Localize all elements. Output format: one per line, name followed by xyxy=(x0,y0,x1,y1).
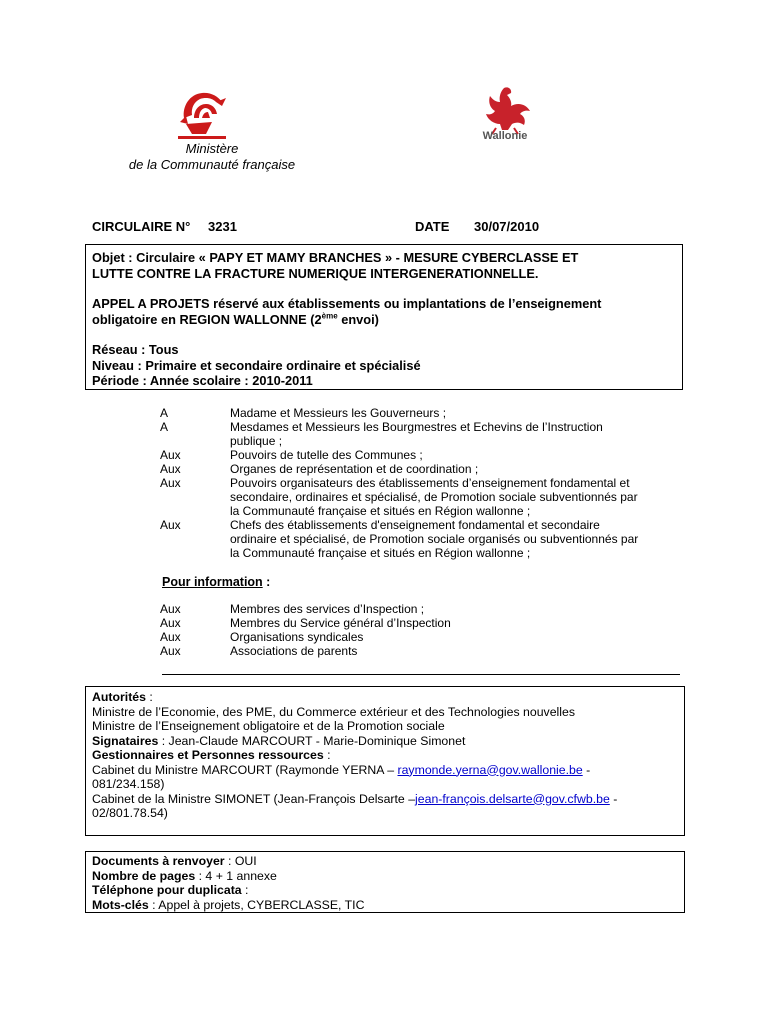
mots-cles: Mots-clés : Appel à projets, CYBERCLASSE, TIC xyxy=(92,897,365,912)
information-prefix: Aux xyxy=(160,630,181,644)
information-prefix: Aux xyxy=(160,616,181,630)
destinataire-line: la Communauté française et situés en Région wallonne ; xyxy=(230,546,531,560)
destinataire-line: secondaire, ordinaires et spécialisé, de Promotion sociale subventionnés par xyxy=(230,490,638,504)
appel-superscript: ème xyxy=(321,311,338,321)
destinataires-list xyxy=(160,406,680,560)
information-text: Associations de parents xyxy=(230,644,358,658)
destinataire-text xyxy=(230,462,680,476)
destinataire-line: publique ; xyxy=(230,434,283,448)
destinataire-item xyxy=(160,518,680,560)
email-link-yerna[interactable]: raymonde.yerna@gov.wallonie.be xyxy=(397,762,583,777)
destinataire-item xyxy=(160,406,680,420)
destinataire-prefix: Aux xyxy=(160,518,181,532)
objet-line2: LUTTE CONTRE LA FRACTURE NUMERIQUE INTERGENERATIONNELLE. xyxy=(92,265,539,281)
destinataire-line: Pouvoirs organisateurs des établissements d’enseignement fondamental et xyxy=(230,476,630,490)
destinataire-line: la Communauté française et situés en Région wallonne ; xyxy=(230,504,531,518)
destinataire-item xyxy=(160,476,680,518)
destinataire-line: Madame et Messieurs les Gouverneurs ; xyxy=(230,406,447,420)
wallonie-label: Wallonie xyxy=(482,130,528,142)
email-link-delsarte[interactable]: jean-françois.delsarte@gov.cfwb.be xyxy=(415,791,610,806)
niveau: Niveau : Primaire et secondaire ordinaire et spécialisé xyxy=(92,357,421,373)
destinataire-prefix: Aux xyxy=(160,448,181,462)
information-text: Membres du Service général d’Inspection xyxy=(230,616,451,630)
pour-information-list xyxy=(160,602,680,658)
destinataire-item xyxy=(160,448,680,462)
autorites-heading: Autorités : xyxy=(92,690,153,704)
information-item xyxy=(160,616,680,630)
destinataire-item xyxy=(160,420,680,448)
destinataire-line: Mesdames et Messieurs les Bourgmestres et Echevins de l’Instruction xyxy=(230,420,603,434)
cabinet-simonet: Cabinet de la Ministre SIMONET (Jean-François Delsarte –jean-françois.delsarte@gov.cfwb.be - xyxy=(92,791,618,806)
telephone-duplicata: Téléphone pour duplicata : xyxy=(92,883,249,897)
appel-line2: obligatoire en REGION WALLONNE (2ème envoi) xyxy=(92,311,379,327)
circulaire-label: CIRCULAIRE N° xyxy=(92,219,191,234)
destinataire-item xyxy=(160,462,680,476)
destinataire-text xyxy=(230,420,680,448)
destinataire-text xyxy=(230,518,680,560)
destinataire-prefix: A xyxy=(160,420,169,434)
reseau: Réseau : Tous xyxy=(92,342,179,357)
destinataire-text xyxy=(230,406,680,420)
nombre-pages: Nombre de pages : 4 + 1 annexe xyxy=(92,868,277,883)
periode: Période : Année scolaire : 2010-2011 xyxy=(92,373,313,388)
date-value: 30/07/2010 xyxy=(474,219,540,234)
information-prefix: Aux xyxy=(160,602,181,616)
appel-line1: APPEL A PROJETS réservé aux établissements ou implantations de l’enseignement xyxy=(92,296,602,311)
gestionnaires-heading: Gestionnaires et Personnes ressources : xyxy=(92,748,331,762)
ministry-line1: Ministère xyxy=(185,141,239,156)
autorites-line1: Ministre de l’Economie, des PME, du Commerce extérieur et des Technologies nouvelles xyxy=(92,704,576,719)
autorites-box xyxy=(85,686,685,836)
destinataire-text xyxy=(230,448,680,462)
date-label: DATE xyxy=(415,219,450,234)
objet-line1: Objet : Circulaire « PAPY ET MAMY BRANCHES » - MESURE CYBERCLASSE ET xyxy=(92,250,579,265)
information-item xyxy=(160,644,680,658)
cabinet-marcourt: Cabinet du Ministre MARCOURT (Raymonde YERNA – raymonde.yerna@gov.wallonie.be - xyxy=(92,762,591,777)
objet-box xyxy=(85,244,683,390)
cabinet-marcourt-phone: 081/234.158) xyxy=(92,777,165,791)
destinataire-prefix: Aux xyxy=(160,476,181,490)
information-item xyxy=(160,630,680,644)
destinataire-line: Pouvoirs de tutelle des Communes ; xyxy=(230,448,423,462)
information-text: Membres des services d’Inspection ; xyxy=(230,602,425,616)
cabinet-simonet-phone: 02/801.78.54) xyxy=(92,806,168,820)
ministry-line2: de la Communauté française xyxy=(128,157,296,172)
communaute-francaise-logo xyxy=(172,88,232,144)
destinataire-prefix: A xyxy=(160,406,169,420)
documents-box xyxy=(85,851,685,913)
autorites-line2: Ministre de l’Enseignement obligatoire et de la Promotion sociale xyxy=(92,719,445,733)
information-item xyxy=(160,602,680,616)
destinataire-prefix: Aux xyxy=(160,462,181,476)
destinataire-line: Organes de représentation et de coordination ; xyxy=(230,462,479,476)
signataires: Signataires : Jean-Claude MARCOURT - Marie-Dominique Simonet xyxy=(92,733,466,748)
separator-line xyxy=(162,674,680,675)
destinataire-text xyxy=(230,476,680,518)
destinataire-line: ordinaire et spécialisé, de Promotion sociale organisés ou subventionnés par xyxy=(230,532,639,546)
circulaire-number: 3231 xyxy=(208,219,237,234)
pour-information-heading: Pour information : xyxy=(162,575,271,589)
information-prefix: Aux xyxy=(160,644,181,658)
documents-renvoyer: Documents à renvoyer : OUI xyxy=(92,854,257,868)
ministry-name xyxy=(112,141,312,173)
information-text: Organisations syndicales xyxy=(230,630,364,644)
destinataire-line: Chefs des établissements d'enseignement fondamental et secondaire xyxy=(230,518,600,532)
